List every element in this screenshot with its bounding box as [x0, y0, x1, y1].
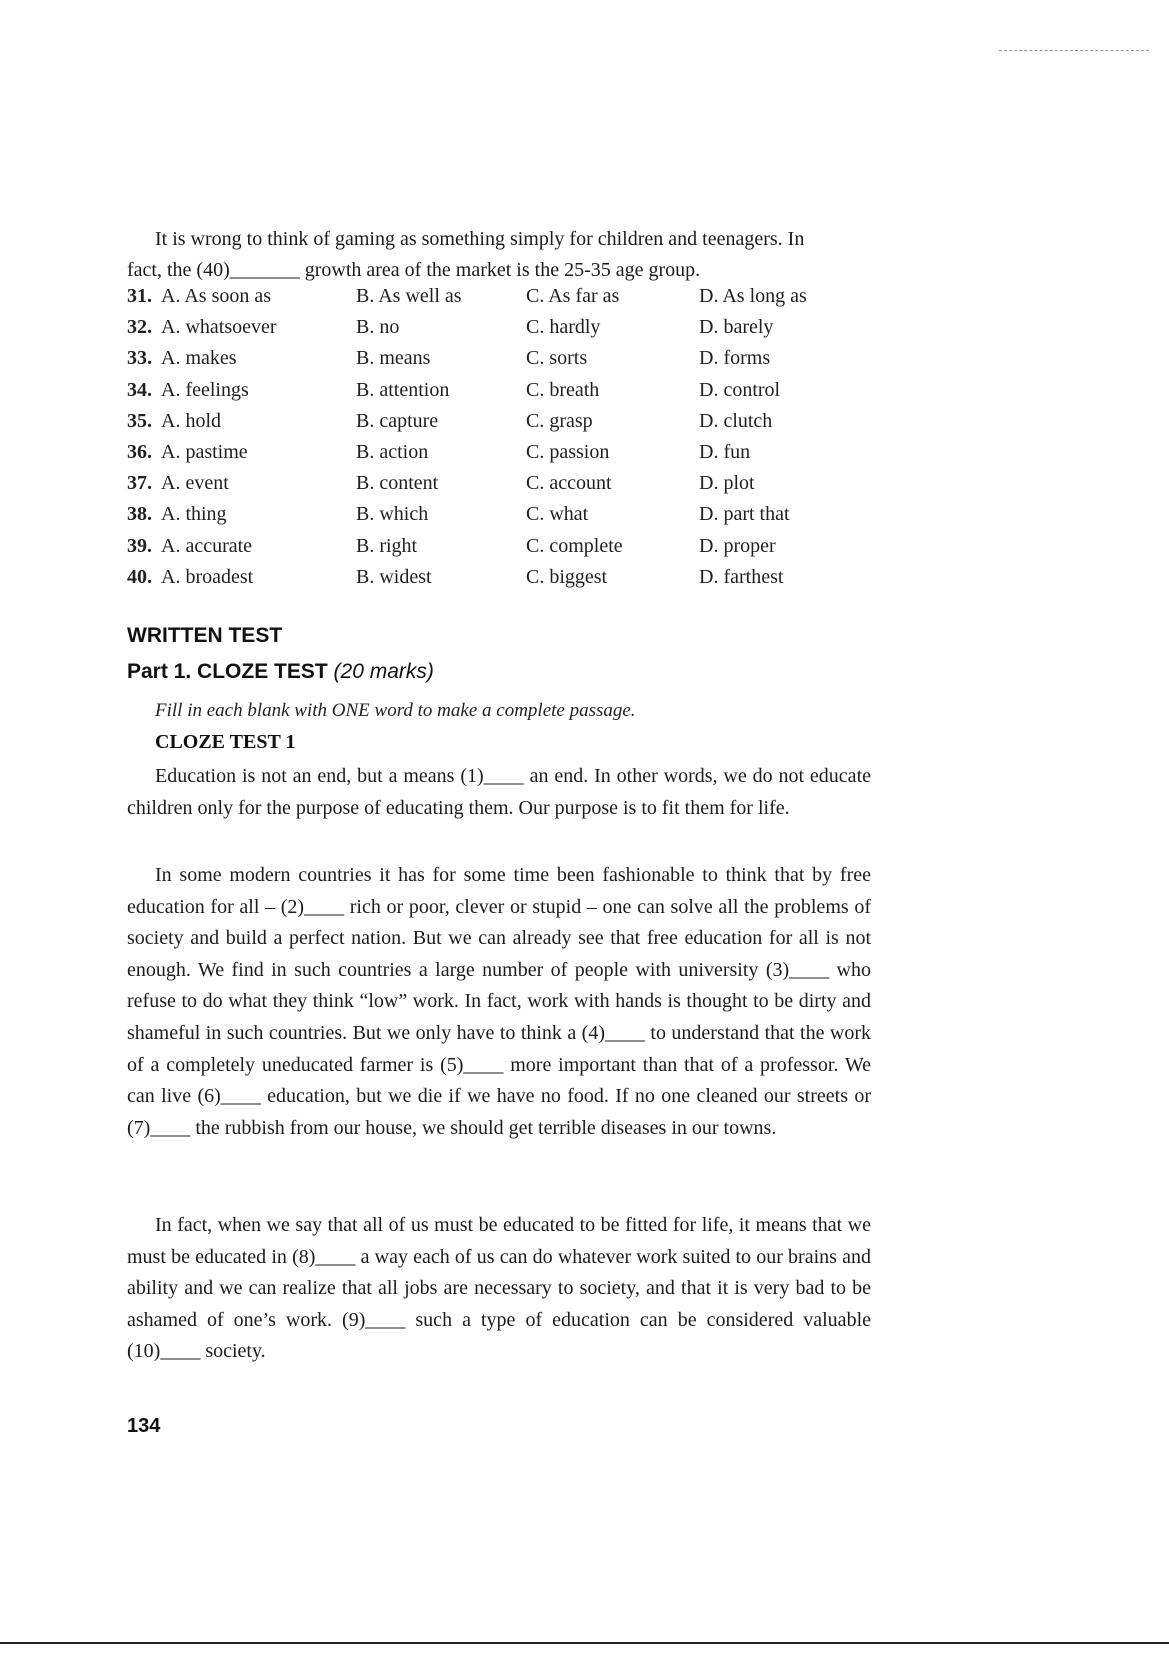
paragraph-text: In fact, when we say that all of us must be educated to be fitted for life, it means that we must be educated in (8)____ a way each of us can do whatever work suited to our brains and ability and we can realize that all jobs are necessary to society, and that it is very bad to be ashamed of one’s work. (9)____ such a type of education can be considered valuable (10)____ society. [127, 1214, 871, 1363]
cloze-paragraph-3 [127, 1210, 871, 1368]
option-d: D. fun [699, 440, 751, 463]
option-b: B. capture [356, 409, 439, 432]
option-d: D. clutch [699, 409, 773, 432]
option-d: D. farthest [699, 565, 784, 588]
option-c: C. sorts [526, 347, 588, 370]
option-a: A. accurate [161, 534, 253, 557]
written-test-heading: WRITTEN TEST [127, 624, 283, 647]
paragraph-text: In some modern countries it has for some time been fashionable to think that by free education for all – (2)____ rich or poor, clever or stupid – one can solve all the problems of society and build a perfect nation. But we can already see that free education for all is not enough. We find in such countries a large number of people with university (3)____ who refuse to do what they think “low” work. In fact, work with hands is thought to be dirty and shameful in such countries. But we only have to think a (4)____ to understand that the work of a completely uneducated farmer is (5)____ more important than that of a professor. We can live (6)____ education, but we die if we have no food. If no one cleaned our streets or (7)____ the rubbish from our house, we should get terrible diseases in our towns. [127, 864, 871, 1139]
question-number: 39. [127, 534, 152, 557]
option-d: D. barely [699, 316, 774, 339]
cloze-paragraph-1 [127, 761, 871, 824]
option-b: B. right [356, 534, 418, 557]
option-c: C. breath [526, 378, 600, 401]
question-number: 32. [127, 316, 152, 339]
question-number: 38. [127, 503, 152, 526]
option-b: B. As well as [356, 285, 462, 307]
part1-marks: (20 marks) [333, 660, 434, 683]
option-c: C. grasp [526, 409, 593, 432]
option-row [127, 410, 887, 441]
option-d: D. As long as [699, 285, 807, 307]
option-row [127, 285, 887, 316]
option-d: D. proper [699, 534, 776, 557]
option-row [127, 347, 887, 378]
question-number: 37. [127, 472, 152, 495]
bottom-border-line [0, 1642, 1169, 1644]
option-row [127, 379, 887, 410]
option-a: A. makes [161, 347, 237, 370]
option-row [127, 503, 887, 534]
option-c: C. complete [526, 534, 623, 557]
option-a: A. broadest [161, 565, 254, 588]
option-b: B. means [356, 347, 431, 370]
question-number: 31. [127, 285, 152, 307]
option-a: A. hold [161, 409, 221, 432]
option-a: A. thing [161, 503, 227, 526]
paragraph-text: Education is not an end, but a means (1)____ an end. In other words, we do not educate children only for the purpose of educating them. Our purpose is to fit them for life. [127, 765, 871, 819]
option-a: A. pastime [161, 440, 248, 463]
option-b: B. which [356, 503, 429, 526]
option-c: C. biggest [526, 565, 608, 588]
option-d: D. control [699, 378, 781, 401]
intro-passage [127, 224, 887, 286]
option-c: C. what [526, 503, 589, 526]
option-a: A. event [161, 472, 229, 495]
question-number: 33. [127, 347, 152, 370]
option-c: C. account [526, 472, 612, 495]
instruction-text: Fill in each blank with ONE word to make a complete passage. [155, 700, 636, 721]
option-a: A. feelings [161, 378, 249, 401]
option-b: B. content [356, 472, 439, 495]
option-c: C. hardly [526, 316, 601, 339]
cloze-test-title: CLOZE TEST 1 [155, 731, 296, 753]
option-row [127, 316, 887, 347]
option-c: C. As far as [526, 285, 620, 307]
scan-artifact-line [999, 50, 1149, 51]
question-number: 35. [127, 409, 152, 432]
option-b: B. attention [356, 378, 450, 401]
option-row [127, 472, 887, 503]
option-b: B. widest [356, 565, 432, 588]
answer-options-table [127, 285, 887, 597]
option-b: B. action [356, 440, 429, 463]
part1-heading [127, 660, 434, 684]
part1-title: Part 1. CLOZE TEST [127, 660, 328, 683]
option-d: D. part that [699, 503, 790, 526]
option-row [127, 441, 887, 472]
option-b: B. no [356, 316, 400, 339]
question-number: 34. [127, 378, 152, 401]
intro-line-1: It is wrong to think of gaming as something simply for children and teenagers. In [155, 228, 805, 250]
option-a: A. whatsoever [161, 316, 277, 339]
option-a: A. As soon as [161, 285, 272, 307]
question-number: 40. [127, 565, 152, 588]
option-row [127, 566, 887, 597]
option-d: D. plot [699, 472, 755, 495]
option-d: D. forms [699, 347, 771, 370]
option-c: C. passion [526, 440, 610, 463]
page-number: 134 [127, 1415, 161, 1437]
question-number: 36. [127, 440, 152, 463]
option-row [127, 535, 887, 566]
cloze-paragraph-2 [127, 860, 871, 1144]
intro-line-2: fact, the (40)_______ growth area of the market is the 25-35 age group. [127, 259, 701, 281]
